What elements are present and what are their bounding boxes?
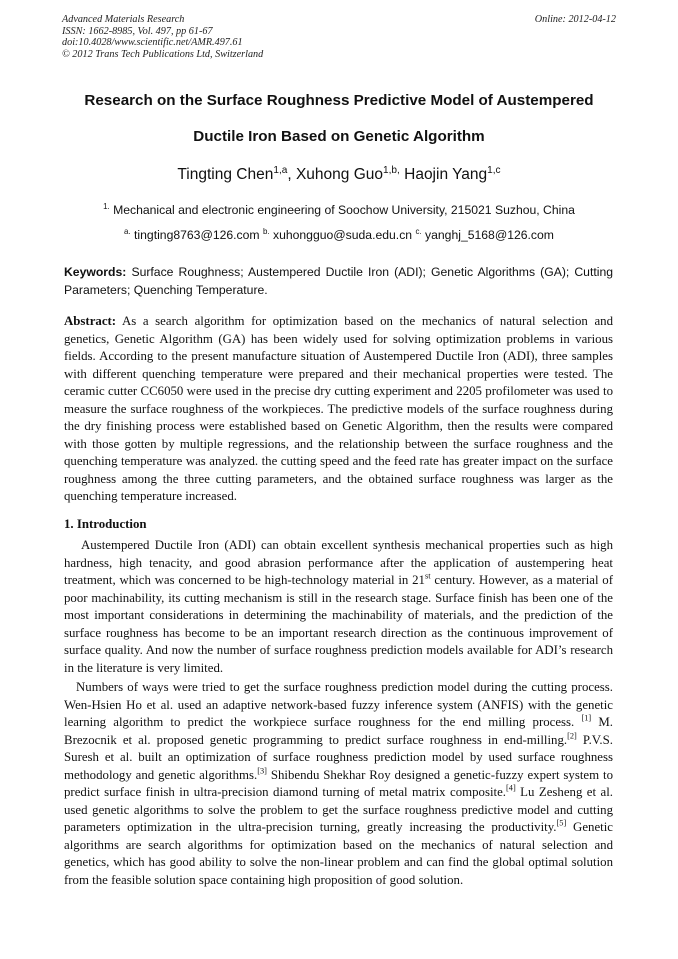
ordinal-sup: st <box>424 571 431 581</box>
email-marker: b. <box>262 226 270 236</box>
intro-p2-text: Genetic algorithms are search algorithms for optimization based on the mechanics of natural selection and genetics, which has good ability to solve the non-linear problem and can find the global optimal solution from the feasible solution space containing high proposition of good solution. <box>64 820 613 888</box>
abstract-label: Abstract: <box>64 314 117 328</box>
email-list <box>0 228 678 242</box>
email-link[interactable]: tingting8763@126.com <box>134 228 260 242</box>
journal-header <box>62 14 263 60</box>
author-name: Xuhong Guo <box>295 166 384 183</box>
email-link[interactable]: xuhongguo@suda.edu.cn <box>272 228 413 242</box>
author-name: Tingting Chen <box>177 166 274 183</box>
journal-name: Advanced Materials Research <box>62 14 185 25</box>
author-sup: 1,a <box>273 164 288 176</box>
author-list <box>0 166 678 184</box>
citation-ref[interactable]: [3] <box>257 766 267 776</box>
intro-paragraph-2 <box>64 679 613 890</box>
affiliation-text: Mechanical and electronic engineering of Soochow University, 215021 Suzhou, China <box>113 203 575 217</box>
intro-p2-text: Shibendu Shekhar Roy designed a genetic-fuzzy expert system to predict surface finish in ultra-precision diamond turning of metal matrix composite. <box>64 767 613 800</box>
author-sup: 1,c <box>487 164 501 176</box>
paper-title-line-1: Research on the Surface Roughness Predictive Model of Austempered <box>84 92 594 109</box>
author-separator: , <box>287 166 296 183</box>
issn-line: ISSN: 1662-8985, Vol. 497, pp 61-67 <box>62 25 213 37</box>
keywords-text: Surface Roughness; Austempered Ductile Iron (ADI); Genetic Algorithms (GA); Cutting Parameters; Quenching Temperature. <box>64 265 613 297</box>
email-marker: a. <box>124 226 131 236</box>
intro-paragraph-1 <box>64 537 613 677</box>
abstract <box>64 313 613 506</box>
intro-p2-text: Lu Zesheng et al. used genetic algorithms to solve the problem to get the surface roughness predictive model and cutting parameters optimization in the ultra-precision turning, greatly increasing the productivity. <box>64 785 613 835</box>
intro-p2-text: M. Brezocnik et al. proposed genetic programming to predict surface roughness in end-milling. <box>64 715 614 747</box>
email-link[interactable]: yanghj_5168@126.com <box>425 228 554 242</box>
citation-ref[interactable]: [4] <box>506 784 516 793</box>
citation-ref[interactable]: [5] <box>556 819 567 829</box>
intro-p2-text: Numbers of ways were tried to get the surface roughness prediction model during the cutting process. Wen-Hsien Ho et al. used an adaptive network-based fuzzy inference system (ANFIS) with the genetic learning algorithm to predict the workpiece surface roughness for the end milling process. <box>64 680 613 730</box>
abstract-text: As a search algorithm for optimization based on the mechanics of natural selection and genetics, Genetic Algorithm (GA) has been widely used for solving optimization problems in various fields. According to the present manufacture situation of Austempered Ductile Iron (ADI), three samples with different quenching temperature were prepared and their mechanical properties were tested. The ceramic cutter CC6050 were used in the precise dry cutting experiment and 2205 profilometer was used to measure the surface roughness of the workpieces. The predictive models of the surface roughness during the dry finishing process were established based on Genetic Algorithm, then the results were compared with those gotten by multiple regressions, and the relationship between the surface roughness and the quenching temperature was analyzed. the cutting speed and the feed rate has greater impact on the surface roughness among the three cutting parameters, and the obtained surface roughness was larger as the quenching temperature increased. <box>64 314 613 504</box>
affiliation-marker: 1. <box>103 201 110 211</box>
intro-p1-text-a: Austempered Ductile Iron (ADI) can obtain excellent synthesis mechanical properties such as high hardness, high tenacity, and good abrasion performance after the application of austempering heat treatment, which was concerned to be high-technology material in 21 <box>64 538 613 588</box>
email-marker: c. <box>415 226 422 236</box>
citation-ref[interactable]: [2] <box>567 731 577 741</box>
paper-title-line-2: Ductile Iron Based on Genetic Algorithm <box>193 128 485 145</box>
keywords-label: Keywords: <box>64 265 127 279</box>
online-date: Online: 2012-04-12 <box>534 14 616 25</box>
author-sup: 1,b, <box>383 164 400 176</box>
keywords <box>64 263 613 299</box>
affiliation <box>0 203 678 217</box>
doi-line: doi:10.4028/www.scientific.net/AMR.497.61 <box>62 37 243 49</box>
author-name: Haojin Yang <box>404 166 488 183</box>
copyright-line: © 2012 Trans Tech Publications Ltd, Switzerland <box>62 48 264 60</box>
intro-p1-text-b: century. However, as a material of poor machinability, its cutting mechanism is still in the research stage. Surface finish has been one of the most important considerations in determining the machinability of materials, and the prediction of the surface roughness has become to be an important research direction as the continuous improvement of surface quality. And now the number of surface roughness prediction models available for ADI’s research in the literature is very limited. <box>64 573 613 675</box>
citation-ref[interactable]: [1] <box>581 713 592 723</box>
section-heading-introduction: 1. Introduction <box>64 517 147 531</box>
intro-p2-text: P.V.S. Suresh et al. built an optimization of surface roughness prediction model by used surface roughness methodology and genetic algorithms. <box>64 732 613 782</box>
